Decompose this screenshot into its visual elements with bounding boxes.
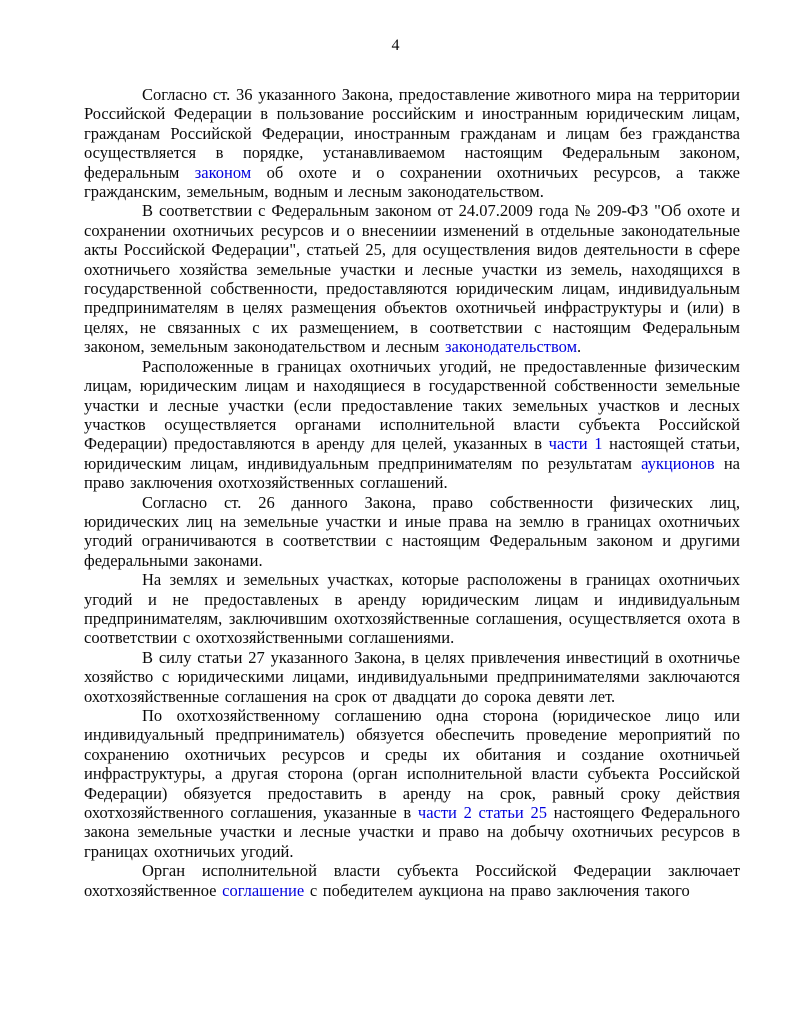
text-run: Согласно ст. 26 данного Закона, право собственности физических лиц, юридических лиц на земельные участки и иные права на землю в границах охотничьих угодий ограничиваются в соответствии с настоящим Федеральным законом и другими федеральными законами. [84, 492, 740, 570]
hyperlink[interactable]: аукционов [641, 453, 715, 473]
text-run: По охотхозяйственному соглашению одна сторона (юридическое лицо или индивидуальный предприниматель) обязуется обеспечить проведение мероприятий по сохранению охотничьих ресурсов и среды их обитания и создание охотничьей инфраструктуры, а другая сторона (орган исполнительной власти субъекта Российской Федерации) обязуется предоставить в аренду на срок, равный сроку действия охотхозяйственного соглашения, указанные в [84, 706, 740, 823]
paragraph [84, 201, 740, 356]
hyperlink[interactable]: части 2 статьи 25 [417, 803, 547, 823]
text-run: В соответствии с Федеральным законом от 24.07.2009 года № 209-ФЗ "Об охоте и сохранении охотничьих ресурсов и о внесениии изменений в отдельные законодательные акты Российской Федерации", статьей 25, для осуществления видов деятельности в сфере охотничьего хозяйства земельные участки и лесные участки из земель, находящихся в государственной собственности, предоставляются юридическим лицам, индивидуальным предпринимателям в целях размещения объектов охотничьей инфраструктуры и (или) в целях, не связанных с их размещением, в соответствии с настоящим Федеральным законом, земельным законодательством и лесным [84, 201, 740, 357]
text-run: . [577, 337, 582, 357]
paragraph [84, 861, 740, 900]
hyperlink[interactable]: законом [194, 162, 252, 182]
paragraph [84, 493, 740, 571]
text-run: На землях и земельных участках, которые расположены в границах охотничьих угодий и не предоставленых в аренду юридическим лицам и индивидуальным предпринимателям, заключившим охотхозяйственные соглашения, осуществляется охота в соответствии с охотхозяйственными соглашениями. [84, 570, 740, 648]
text-run: Орган исполнительной власти субъекта Российской Федерации заключает охотхозяйственное [84, 861, 740, 900]
text-run: настоящего Федерального закона земельные участки и лесные участки и право на добычу охотничьих ресурсов в границах охотничьих угодий. [84, 803, 741, 861]
text-run: об охоте и о сохранении охотничьих ресурсов, а также гражданским, земельным, водным и лесным законодательством. [84, 162, 741, 202]
document-body [84, 85, 740, 900]
paragraph [84, 648, 740, 706]
text-run: с победителем аукциона на право заключения такого [304, 880, 690, 900]
paragraph [84, 357, 740, 493]
hyperlink[interactable]: части 1 [548, 434, 603, 454]
text-run: Согласно ст. 36 указанного Закона, предоставление животного мира на территории Российской Федерации в пользование российским и иностранным юридическим лицам, гражданам Российской Федерации, иностранным гражданам и лицам без гражданства осуществляется в порядке, устанавливаемом настоящим Федеральным законом, федеральным [84, 85, 740, 182]
text-run: В силу статьи 27 указанного Закона, в целях привлечения инвестиций в охотничье хозяйство с юридическими лицами, индивидуальными предпринимателями заключаются охотхозяйственные соглашения на срок от двадцати до сорока девяти лет. [84, 647, 740, 706]
page-number: 4 [391, 37, 400, 54]
text-run: настоящей статьи, юридическим лицам, индивидуальным предпринимателям по результатам [84, 434, 740, 473]
hyperlink[interactable]: соглашение [222, 880, 305, 900]
paragraph [84, 706, 740, 861]
text-run: на право заключения охотхозяйственных соглашений. [84, 453, 741, 493]
paragraph [84, 570, 740, 648]
text-run: Расположенные в границах охотничьих угодий, не предоставленные физическим лицам, юридическим лицам и находящиеся в государственной собственности земельные участки и лесные участки (если предоставление таких земельных участков и лесных участков осуществляется органами исполнительной власти субъекта Российской Федерации) предоставляются в аренду для целей, указанных в [84, 356, 740, 454]
hyperlink[interactable]: законодательством [444, 337, 578, 357]
paragraph [84, 85, 740, 201]
